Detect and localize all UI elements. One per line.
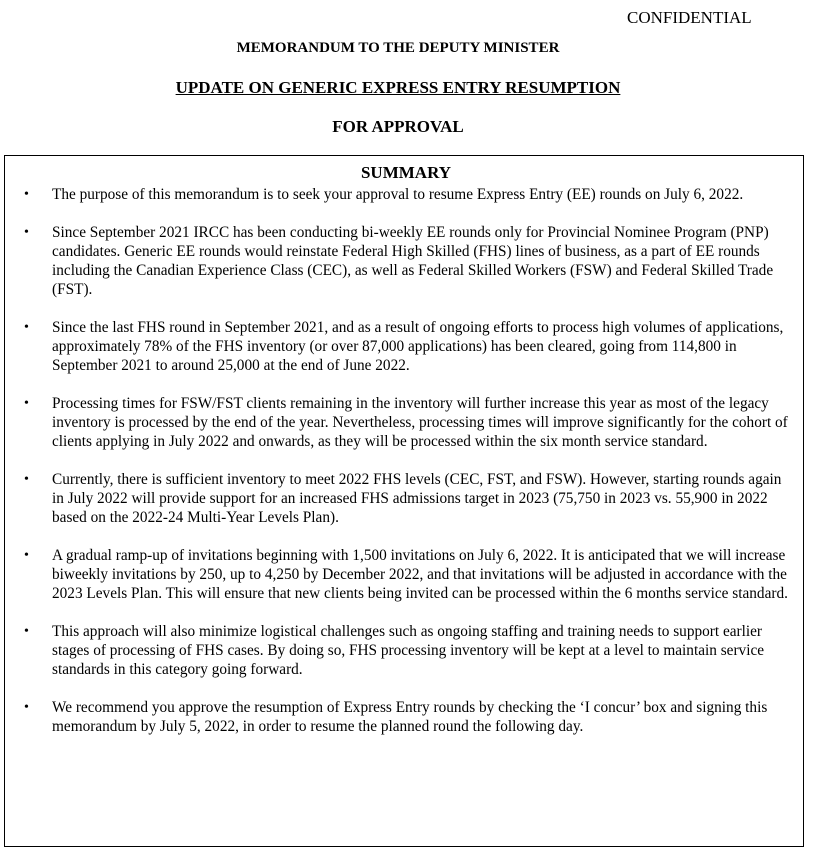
summary-bullet-2 bbox=[5, 223, 803, 299]
bullet-text: A gradual ramp-up of invitations beginning with 1,500 invitations on July 6, 2022. It is anticipated that we will increase biweekly invitations by 250, up to 4,250 by December 2022, and that invitations will be adjusted in accordance with the 2023 Levels Plan. This will ensure that new clients being invited can be processed within the 6 months service standard. bbox=[52, 547, 788, 602]
memo-purpose: FOR APPROVAL bbox=[332, 117, 464, 136]
bullet-text: This approach will also minimize logistical challenges such as ongoing staffing and training needs to support earlier stages of processing of FHS cases. By doing so, FHS processing inventory will be kept at a level to maintain service standards in this category going forward. bbox=[52, 623, 765, 678]
summary-bullet-6 bbox=[5, 546, 803, 603]
bullet-text: Since September 2021 IRCC has been conducting bi-weekly EE rounds only for Provincial Nominee Program (PNP) candidates. Generic EE rounds would reinstate Federal High Skilled (FHS) lines of business, as a part of EE rounds including the Canadian Experience Class (CEC), as well as Federal Skilled Workers (FSW) and Federal Skilled Trade (FST). bbox=[52, 224, 774, 298]
summary-box bbox=[4, 155, 804, 847]
bullet-icon: • bbox=[24, 472, 29, 487]
confidential-label: CONFIDENTIAL bbox=[627, 8, 752, 27]
memo-title: UPDATE ON GENERIC EXPRESS ENTRY RESUMPTION bbox=[175, 78, 621, 97]
bullet-icon: • bbox=[24, 320, 29, 335]
bullet-icon: • bbox=[24, 624, 29, 639]
summary-bullet-5 bbox=[5, 470, 803, 527]
bullet-icon: • bbox=[24, 187, 29, 202]
summary-heading: SUMMARY bbox=[360, 163, 452, 182]
bullet-text: Processing times for FSW/FST clients remaining in the inventory will further increase this year as most of the legacy inventory is processed by the end of the year. Nevertheless, processing times will improve significantly for the cohort of clients applying in July 2022 and onwards, as they will be processed within the six month service standard. bbox=[52, 395, 788, 450]
summary-bullet-4 bbox=[5, 394, 803, 451]
summary-bullet-8 bbox=[5, 698, 803, 736]
bullet-text: The purpose of this memorandum is to seek your approval to resume Express Entry (EE) rounds on July 6, 2022. bbox=[52, 186, 744, 203]
memo-recipient-heading: MEMORANDUM TO THE DEPUTY MINISTER bbox=[236, 40, 560, 56]
summary-bullet-7 bbox=[5, 622, 803, 679]
summary-bullet-list bbox=[5, 185, 803, 755]
bullet-icon: • bbox=[24, 700, 29, 715]
bullet-icon: • bbox=[24, 225, 29, 240]
summary-bullet-1 bbox=[5, 185, 803, 204]
bullet-text: Since the last FHS round in September 2021, and as a result of ongoing efforts to process high volumes of applications, approximately 78% of the FHS inventory (or over 87,000 applications) has been cleared, going from 114,800 in September 2021 to around 25,000 at the end of June 2022. bbox=[52, 319, 784, 374]
bullet-text: Currently, there is sufficient inventory to meet 2022 FHS levels (CEC, FST, and FSW). However, starting rounds again in July 2022 will provide support for an increased FHS admissions target in 2023 (75,750 in 2023 vs. 55,900 in 2022 based on the 2022-24 Multi-Year Levels Plan). bbox=[52, 471, 782, 526]
summary-bullet-3 bbox=[5, 318, 803, 375]
bullet-text: We recommend you approve the resumption of Express Entry rounds by checking the ‘I concur’ box and signing this memorandum by July 5, 2022, in order to resume the planned round the following day. bbox=[52, 699, 768, 735]
bullet-icon: • bbox=[24, 548, 29, 563]
bullet-icon: • bbox=[24, 396, 29, 411]
